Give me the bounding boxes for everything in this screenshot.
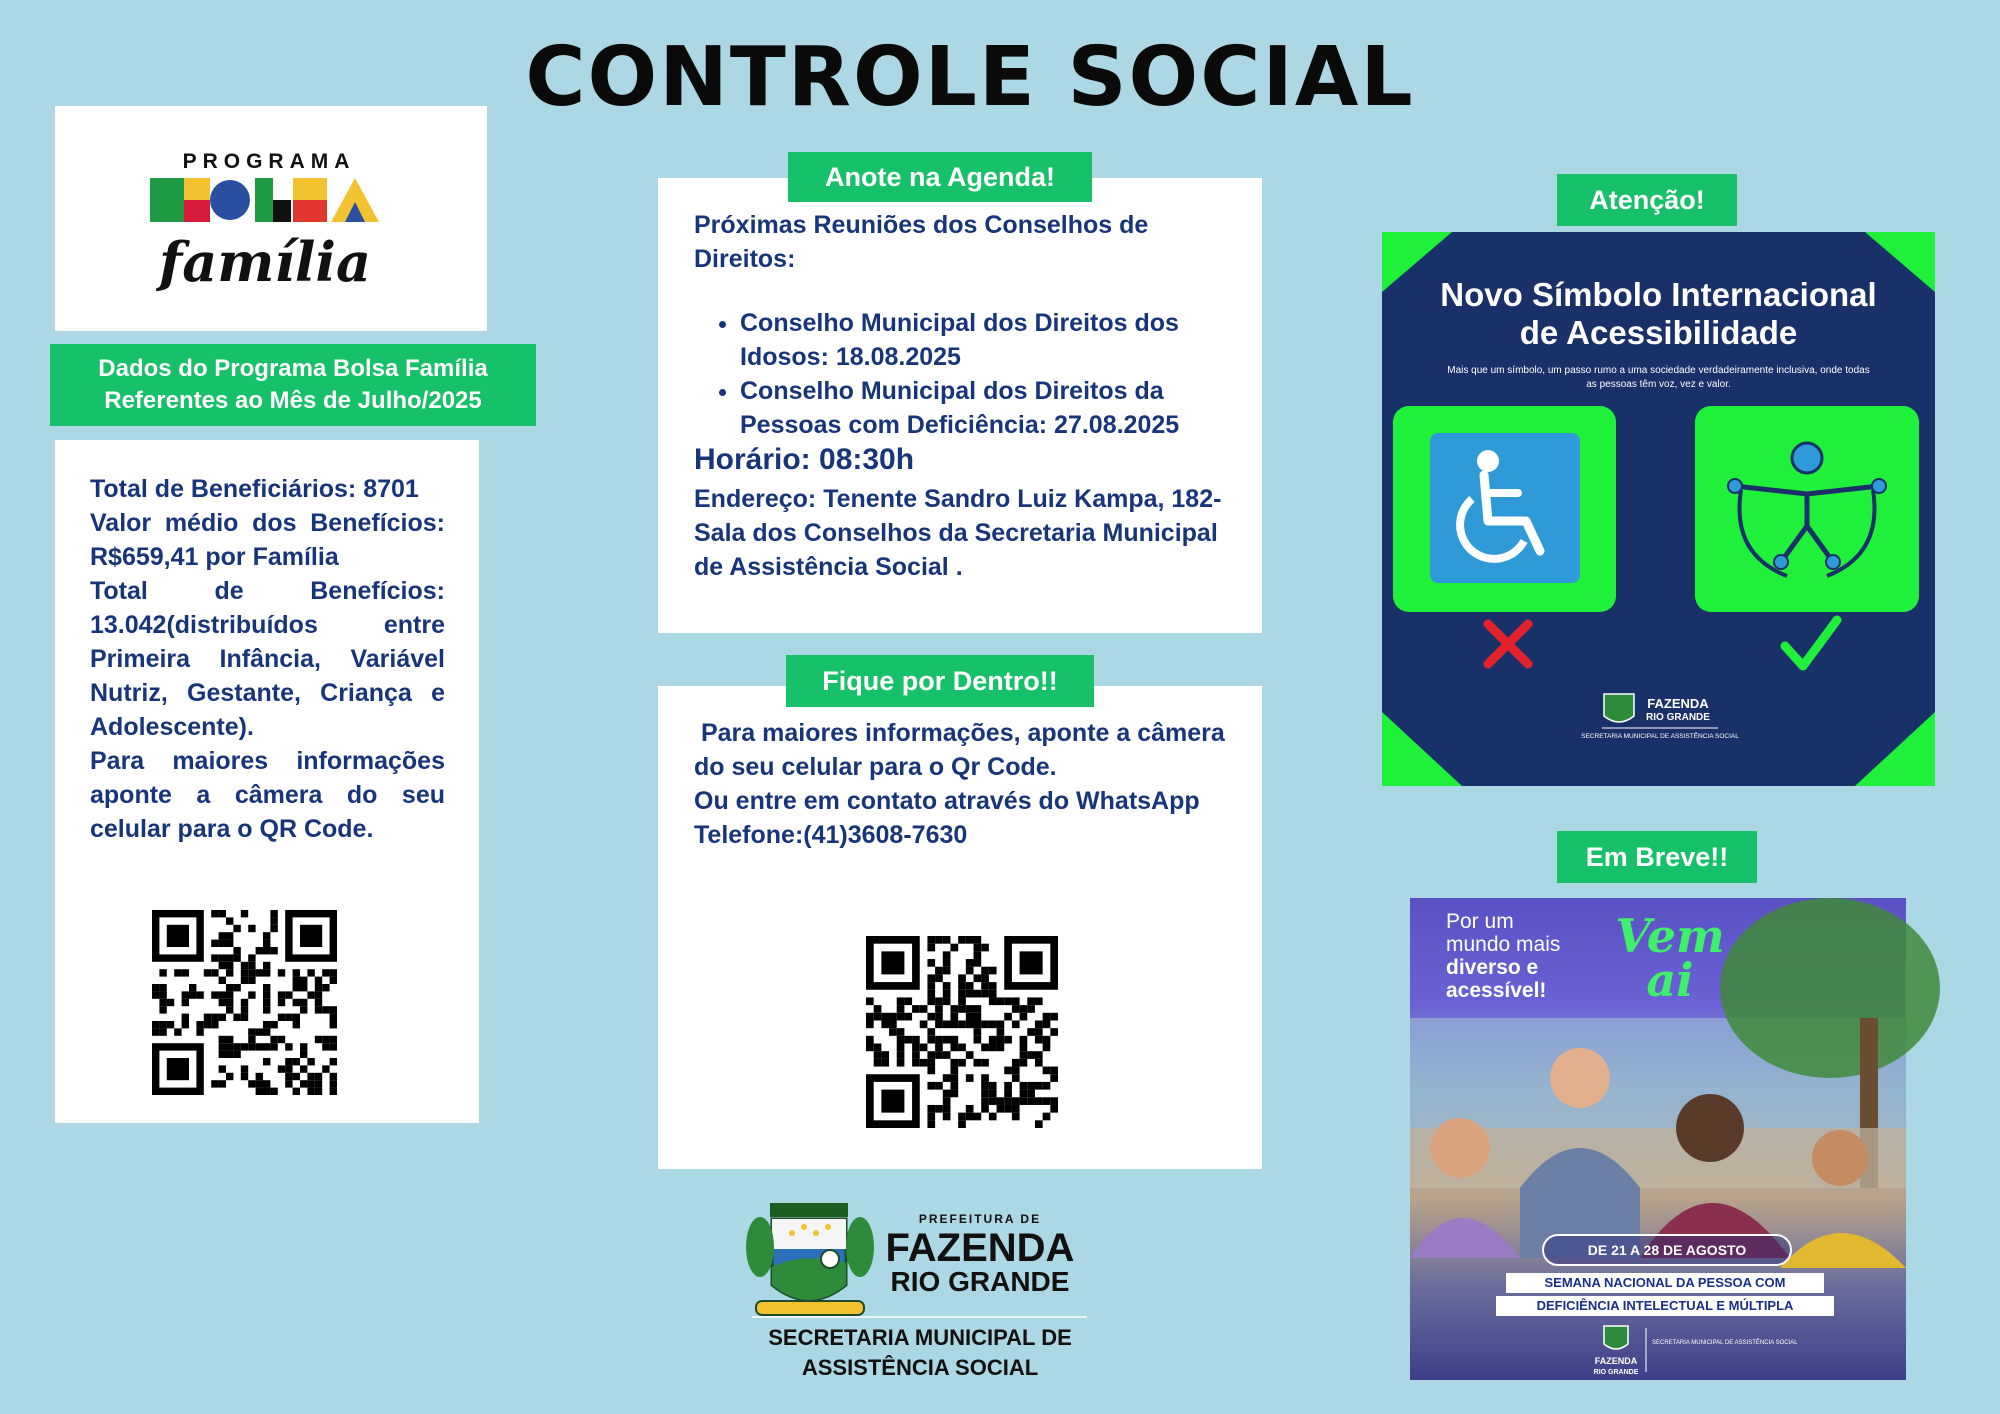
semana-dates: DE 21 A 28 DE AGOSTO [1542,1234,1792,1266]
green-check-icon [1777,612,1843,676]
prefeitura-crest-icon [742,1197,1092,1397]
accessibility-person-icon [1717,434,1897,584]
fique-card [658,686,1262,1169]
svg-text:FAZENDA: FAZENDA [1594,1356,1638,1366]
bolsa-data-card [55,440,479,1123]
agenda-tag: Anote na Agenda! [788,152,1092,202]
wheelchair-icon [1430,433,1580,583]
logo-programa-text: PROGRAMA [182,150,356,173]
new-symbol-box [1695,406,1919,612]
slogan-line4: acessível! [1446,979,1547,1002]
bolsa-familia-logo-card [55,106,487,331]
agenda-list [694,306,1234,442]
fique-phone[interactable]: Telefone:(41)3608-7630 [694,821,968,849]
semana-banner2: DEFICIÊNCIA INTELECTUAL E MÚLTIPLA [1496,1296,1834,1316]
semana-prefeitura-logo [1593,1322,1798,1378]
bolsa-tag-line2: Referentes ao Mês de Julho/2025 [104,387,482,414]
fique-tag: Fique por Dentro!! [786,655,1094,707]
agenda-item-idosos: • Conselho Municipal dos Direitos dos Idosos: 18.08.2025 [740,306,1234,374]
fique-line1: Para maiores informações, aponte a câmera do seu celular para o Qr Code. [694,719,1232,781]
acessibilidade-subtitle: Mais que um símbolo, um passo rumo a uma sociedade verdadeiramente inclusiva, onde todas as pessoas têm voz, vez e valor. [1447,365,1870,390]
total-beneficiarios: Total de Beneficiários: 8701 [90,475,419,503]
logo-familia-text: família [159,230,371,294]
svg-text:SECRETARIA MUNICIPAL DE ASSIST: SECRETARIA MUNICIPAL DE ASSISTÊNCIA SOCIAL [1581,733,1739,740]
prefeitura-footer-logo [742,1197,1092,1397]
svg-text:FAZENDA: FAZENDA [1647,696,1709,711]
footer-secretaria1: SECRETARIA MUNICIPAL DE [768,1325,1072,1350]
acess-prefeitura-logo [1581,688,1739,752]
semana-poster [1410,898,1906,1380]
bolsa-qr-code[interactable] [152,910,337,1095]
fique-body [694,716,1239,852]
slogan-line1: Por um [1446,910,1514,933]
acessibilidade-poster [1382,232,1935,786]
acessibilidade-title-line2: de Acessibilidade [1519,314,1798,351]
red-x-icon [1478,614,1538,674]
svg-text:RIO GRANDE: RIO GRANDE [1646,712,1710,723]
bolsa-familia-logo [55,106,487,331]
old-symbol-box [1393,406,1616,612]
vem-ai-text: Vem ai [1615,909,1725,1007]
agenda-item-deficiencia: • Conselho Municipal dos Direitos da Pessoas com Deficiência: 27.08.2025 [740,374,1234,442]
acessibilidade-title [1382,276,1935,352]
slogan-line2: mundo mais [1446,933,1561,956]
agenda-address: Endereço: Tenente Sandro Luiz Kampa, 182- Sala dos Conselhos da Secretaria Municipal de Assistência Social . [694,485,1222,581]
total-beneficios: Total de Benefícios: 13.042(distribuídos entre Primeira Infância, Variável Nutriz, Gestante, Criança e Adolescente). [90,577,445,741]
semana-slogan [1446,910,1560,1002]
semana-banner1: SEMANA NACIONAL DA PESSOA COM [1506,1273,1824,1293]
bolsa-tag-line1: Dados do Programa Bolsa Família [98,355,488,382]
slogan-line3: diverso e [1446,956,1539,979]
bolsa-data-tag [50,344,536,426]
fique-line2: Ou entre em contato através do WhatsApp [694,787,1200,815]
svg-text:SECRETARIA MUNICIPAL DE ASSIST: SECRETARIA MUNICIPAL DE ASSISTÊNCIA SOCIAL [1652,1340,1798,1346]
breve-tag: Em Breve!! [1557,831,1757,883]
footer-city1: FAZENDA [885,1226,1075,1270]
page-title: CONTROLE SOCIAL [525,30,1415,125]
agenda-body [694,208,1234,584]
bolsa-qr-instructions: Para maiores informações aponte a câmera do seu celular para o QR Code. [90,747,445,843]
footer-prefeitura-text: PREFEITURA DE [918,1212,1042,1226]
footer-secretaria2: ASSISTÊNCIA SOCIAL [801,1355,1039,1380]
svg-text:RIO GRANDE: RIO GRANDE [1593,1369,1639,1376]
agenda-heading: Próximas Reuniões dos Conselhos de Direitos: [694,211,1149,273]
bolsa-data-text [90,472,445,846]
acessibilidade-title-line1: Novo Símbolo Internacional [1440,276,1877,313]
valor-medio: Valor médio dos Benefícios: R$659,41 por Família [90,509,445,571]
agenda-card [658,178,1262,633]
agenda-hour: Horário: 08:30h [694,443,915,476]
footer-city2: RIO GRANDE [890,1266,1070,1297]
fique-qr-code[interactable] [866,936,1058,1128]
atencao-tag: Atenção! [1557,174,1737,226]
